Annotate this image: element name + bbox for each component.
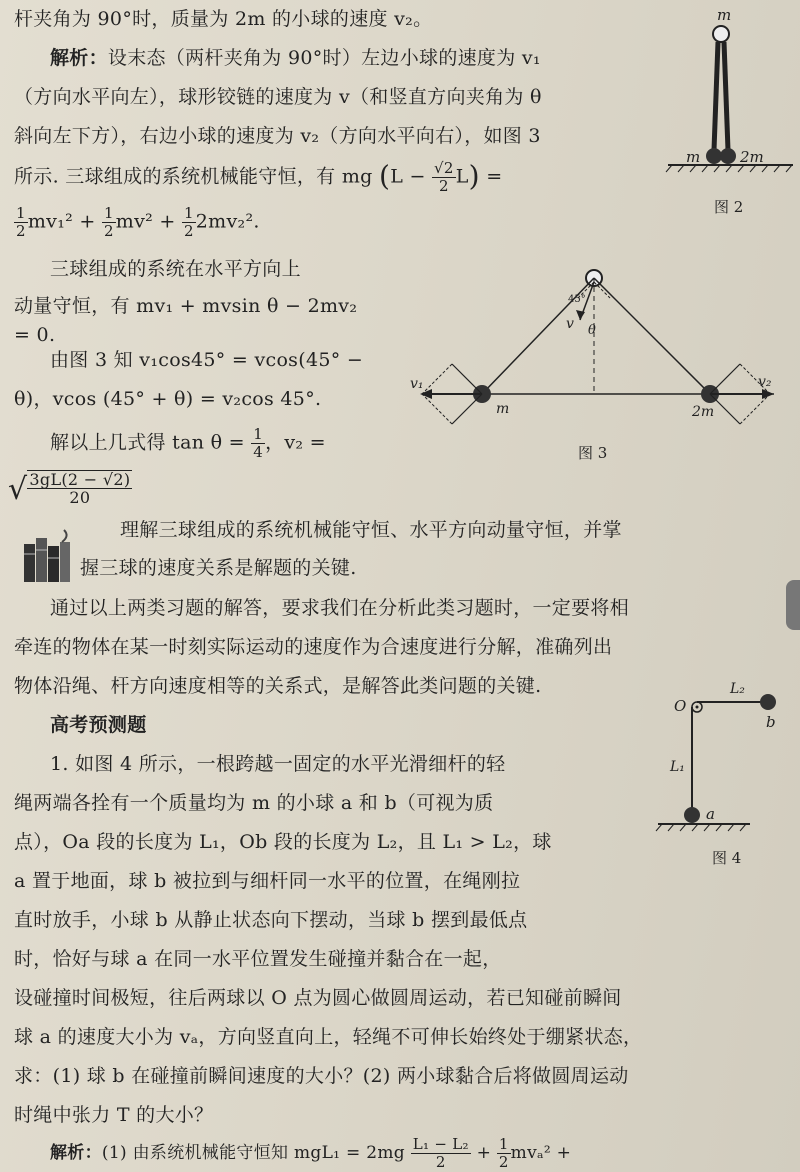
section-title: 高考预测题 [50, 714, 147, 736]
line-7: 三球组成的系统在水平方向上 [50, 258, 301, 280]
svg-text:图 2: 图 2 [714, 198, 744, 216]
question-1-d: a 置于地面，球 b 被拉到与细杆同一水平的位置，在绳刚拉 [14, 870, 521, 892]
svg-text:45°: 45° [568, 294, 586, 305]
svg-text:图 4: 图 4 [712, 849, 742, 867]
fraction-one-quarter: $\frac{1}{4}$ [253, 425, 264, 461]
solution-1-a: 解析：(1) 由系统机械能守恒知 mgL₁ = 2mg $\frac{\text{L₁ − L₂}}{2}$ + $\frac{1}{2}$ mvₐ² + [50, 1135, 572, 1171]
svg-text:m: m [717, 6, 732, 24]
question-1-e: 直时放手，小球 b 从静止状态向下摆动，当球 b 摆到最低点 [14, 909, 528, 931]
review-line-1: 理解三球组成的系统机械能守恒、水平方向动量守恒，并掌 [120, 519, 622, 541]
line-2 [50, 43, 541, 74]
svg-text:2m: 2m [740, 148, 764, 166]
fraction-half-3: $\frac{1}{2}$ [183, 204, 194, 240]
fraction-half-2: $\frac{1}{2}$ [103, 204, 114, 240]
paragraph-2-c: 物体沿绳、杆方向速度相等的关系式，是解答此类问题的关键. [14, 675, 542, 697]
line-3: （方向水平向左），球形铰链的速度为 v（和竖直方向夹角为 θ [14, 86, 542, 108]
line-1: 杆夹角为 90°时，质量为 2m 的小球的速度 v₂。 [14, 8, 433, 30]
question-1-g: 设碰撞时间极短，往后两球以 O 点为圆心做圆周运动，若已知碰前瞬间 [14, 987, 622, 1009]
book-icon [20, 524, 78, 586]
fraction-l1-minus-l2: $\frac{\text{L₁ − L₂}}{2}$ [412, 1135, 469, 1171]
page-turn-tab[interactable] [786, 580, 800, 630]
figure-2 [658, 0, 798, 220]
svg-text:v₂: v₂ [758, 374, 772, 390]
line-5-paren: L − [390, 165, 433, 188]
review-line-2: 握三球的速度关系是解题的关键. [80, 557, 357, 579]
figure-4 [650, 675, 790, 875]
svg-text:O: O [674, 697, 687, 715]
question-1-f: 时，恰好与球 a 在同一水平位置发生碰撞并黏合在一起， [14, 948, 502, 970]
line-12: 解以上几式得 tan θ = $\frac{1}{4}$ ，v₂ = [50, 425, 326, 461]
question-1-b: 绳两端各拴有一个质量均为 m 的小球 a 和 b（可视为质 [14, 792, 494, 814]
line-13-sqrt: √ $\frac{3gL(2 - √2)}{20}$ [8, 470, 131, 507]
svg-text:2m: 2m [692, 404, 715, 420]
line-10: 由图 3 知 v₁cos45° = vcos(45° − [50, 349, 364, 371]
question-1-a: 1. 如图 4 所示，一根跨越一固定的水平光滑细杆的轻 [50, 753, 506, 775]
line-8: 动量守恒，有 mv₁ + mvsin θ − 2mv₂ [14, 295, 358, 317]
question-1-i: 求：(1) 球 b 在碰撞前瞬间速度的大小？(2) 两小球黏合后将做圆周运动 [14, 1065, 629, 1087]
fraction-v2-result: $\frac{3gL(2 - √2)}{20}$ [29, 470, 131, 507]
paragraph-2-b: 牵连的物体在某一时刻实际运动的速度作为合速度进行分解，准确列出 [14, 636, 613, 658]
line-5: 所示. 三球组成的系统机械能守恒，有 mg (L − $\frac{√2}{2}$ L) = [14, 159, 503, 195]
svg-text:v: v [566, 316, 574, 332]
question-1-j: 时绳中张力 T 的大小？ [14, 1104, 214, 1126]
svg-text:v₁: v₁ [410, 376, 424, 392]
line-9: = 0. [14, 324, 56, 346]
svg-text:L₂: L₂ [730, 681, 745, 697]
svg-text:a: a [706, 805, 715, 823]
svg-text:m: m [686, 148, 701, 166]
line-11: θ)，vcos (45° + θ) = v₂cos 45°. [14, 388, 322, 410]
line-4: 斜向左下方），右边小球的速度为 v₂（方向水平向右），如图 3 [14, 125, 541, 147]
question-1-c: 点），Oa 段的长度为 L₁，Ob 段的长度为 L₂，且 L₁ > L₂，球 [14, 831, 552, 853]
figure-3 [410, 258, 790, 468]
question-1-h: 球 a 的速度大小为 vₐ，方向竖直向上，轻绳不可伸长始终处于绷紧状态， [14, 1026, 643, 1048]
fraction-sqrt2-over-2: $\frac{√2}{2}$ [434, 159, 454, 195]
svg-text:b: b [766, 713, 776, 731]
solution-label: 解析： [50, 47, 108, 69]
line-5-text: 所示. 三球组成的系统机械能守恒，有 mg [14, 165, 373, 188]
svg-text:L₁: L₁ [670, 759, 685, 775]
fraction-half-4: $\frac{1}{2}$ [498, 1135, 509, 1171]
svg-text:图 3: 图 3 [578, 444, 608, 462]
paragraph-2-a: 通过以上两类习题的解答，要求我们在分析此类习题时，一定要将相 [50, 597, 630, 619]
line-2-text: 设末态（两杆夹角为 90°时）左边小球的速度为 v₁ [107, 47, 541, 69]
fraction-half-1: $\frac{1}{2}$ [16, 204, 26, 240]
svg-text:θ: θ [588, 323, 596, 338]
svg-text:m: m [496, 401, 510, 417]
line-6: $\frac{1}{2}$ mv₁² + $\frac{1}{2}$ mv² + $\frac{1}{2}$ 2mv₂². [16, 204, 260, 240]
